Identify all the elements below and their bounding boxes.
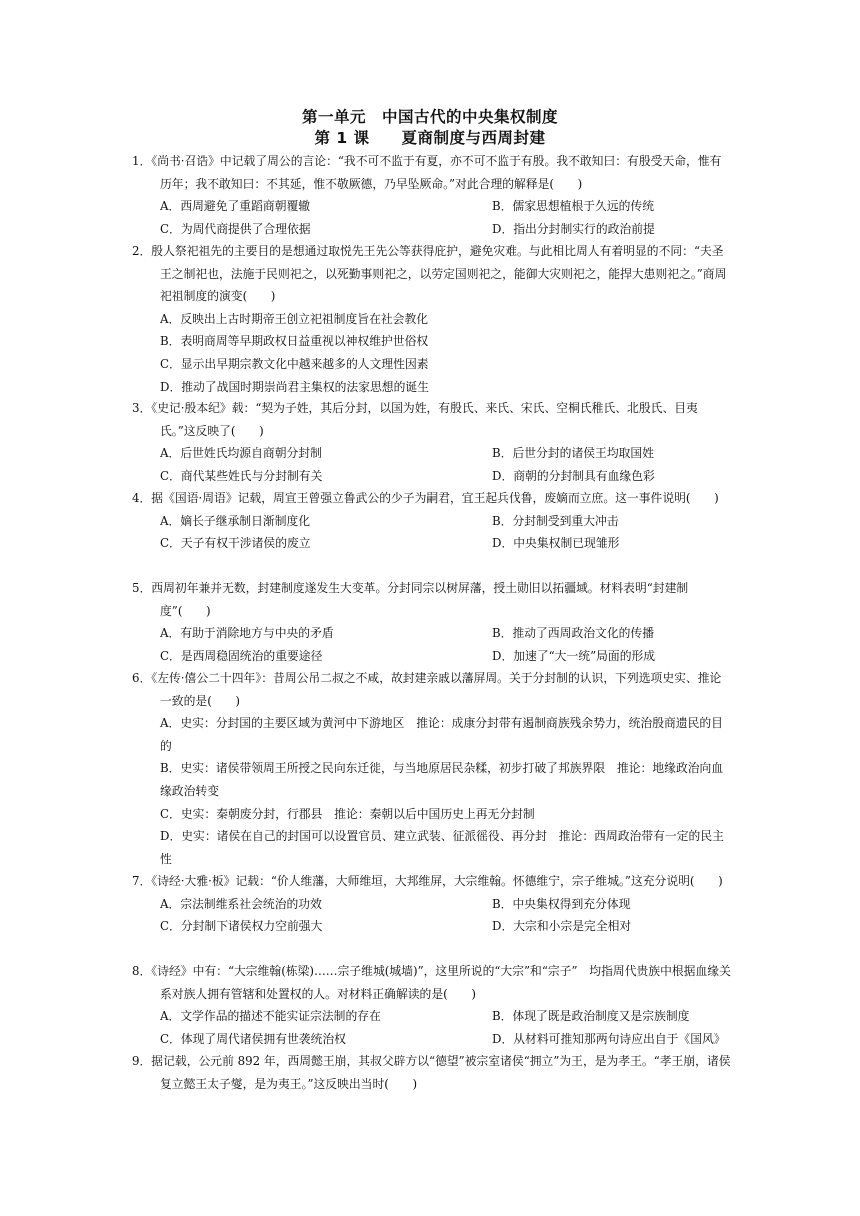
option-d: D．商朝的分封制具有血缘色彩 [492, 468, 655, 483]
option-a: A．嫡长子继承制日渐制度化 [160, 513, 311, 528]
question-stem: 9．据记载，公元前 892 年，西周懿王崩，其叔父辟方以“德望”被宗室诸侯“拥立”为王，是为孝王。“孝王崩，诸侯复立懿王太子燮，是为夷王。”这反映出当时( ) [132, 1054, 731, 1091]
option-c: C．商代某些姓氏与分封制有关 [160, 468, 323, 483]
option-d: D．史实：诸侯在自己的封国可以设置官员、建立武装、征派徭役、再分封 推论：西周政治带有一定的民主性 [160, 829, 724, 866]
question-stem: 2．殷人祭祀祖先的主要目的是想通过取悦先王先公等获得庇护，避免灾难。与此相比周人有着明显的不同：“夫圣王之制祀也，法施于民则祀之，以死勤事则祀之，以劳定国则祀之，能御大灾则祀之，能捍大患则祀之。”商周祀祖制度的演变( ) [132, 244, 727, 304]
option-c: C．显示出早期宗教文化中越来越多的人文理性因素 [160, 356, 429, 371]
option-a: A．西周避免了重蹈商朝覆辙 [160, 199, 311, 214]
option-d: D．中央集权制已现雏形 [492, 536, 620, 551]
question-stem: 7．《诗经·大雅·板》记载：“价人维藩，大师维垣，大邦维屏，大宗维翰。怀德维宁，宗子维城。”这充分说明( ) [132, 874, 723, 888]
option-a: A．反映出上古时期帝王创立祀祖制度旨在社会教化 [160, 311, 429, 326]
option-b: B．史实：诸侯带领周王所授之民向东迁徙，与当地原居民杂糅，初步打破了邦族界限 推论：地缘政治向血缘政治转变 [160, 761, 724, 798]
lesson-title: 第 1 课 夏商制度与西周封建 [314, 129, 546, 147]
option-a: A．史实：分封国的主要区域为黄河中下游地区 推论：成康分封带有遏制商族残余势力，统治殷商遗民的目的 [160, 716, 723, 753]
question-5 [132, 577, 732, 667]
option-b: B．中央集权得到充分体现 [492, 896, 631, 911]
option-d: D．从材料可推知那两句诗应出自于《国风》 [492, 1031, 726, 1046]
question-8 [132, 960, 732, 1050]
option-c: C．分封制下诸侯权力空前强大 [160, 919, 323, 934]
option-c: C．是西周稳固统治的重要途径 [160, 648, 323, 663]
question-stem: 6．《左传·僖公二十四年》：昔周公吊二叔之不咸，故封建亲戚以藩屏周。关于分封制的认识，下列选项史实、推论一致的是( ) [132, 671, 722, 708]
option-b: B．表明商周等早期政权日益重视以神权维护世俗权 [160, 334, 429, 349]
option-a: A．有助于消除地方与中央的矛盾 [160, 626, 334, 641]
option-b: B．推动了西周政治文化的传播 [492, 626, 655, 641]
question-9 [132, 1050, 732, 1095]
options [132, 195, 732, 240]
question-3 [132, 397, 732, 487]
option-d: D．指出分封制实行的政治前提 [492, 221, 655, 236]
option-c: C．为周代商提供了合理依据 [160, 221, 311, 236]
options [132, 1005, 732, 1050]
option-d: D．推动了战国时期崇尚君主集权的法家思想的诞生 [160, 379, 429, 394]
question-stem: 4．据《国语·周语》记载，周宣王曾强立鲁武公的少子为嗣君，宜王起兵伐鲁，废嫡而立庶。这一事件说明( ) [132, 491, 719, 505]
option-a: A．文学作品的描述不能实证宗法制的存在 [160, 1009, 381, 1024]
question-1 [132, 150, 732, 240]
option-c: C．史实：秦朝废分封，行郡县 推论：秦朝以后中国历史上再无分封制 [160, 806, 535, 821]
option-b: B．儒家思想植根于久远的传统 [492, 199, 655, 214]
question-stem: 8．《诗经》中有：“大宗维翰(栋梁)……宗子维城(城墙)”，这里所说的“大宗”和“宗子” 均指周代贵族中根据血缘关系对族人拥有管辖和处置权的人。对材料正确解读的是( ) [132, 964, 731, 1001]
question-7 [132, 870, 732, 938]
options [132, 712, 732, 870]
option-d: D．大宗和小宗是完全相对 [492, 919, 632, 934]
option-a: A．宗法制维系社会统治的功效 [160, 896, 322, 911]
question-6 [132, 667, 732, 870]
options [132, 308, 732, 398]
question-2 [132, 240, 732, 398]
question-stem: 3．《史记·殷本纪》载：“契为子姓，其后分封，以国为姓，有殷氏、来氏、宋氏、空桐氏稚氏、北殷氏、目夷氏。”这反映了( ) [132, 401, 698, 438]
question-stem: 5．西周初年兼并无数，封建制度遂发生大变革。分封同宗以树屏藩，授土勋旧以拓疆域。材料表明“封建制度”( ) [132, 581, 689, 618]
options [132, 893, 732, 938]
option-b: B．后世分封的诸侯王均取国姓 [492, 446, 655, 461]
options [132, 622, 732, 667]
option-b: B．体现了既是政治制度又是宗族制度 [492, 1009, 690, 1024]
option-d: D．加速了“大一统”局面的形成 [492, 648, 656, 663]
question-stem: 1．《尚书·召诰》中记载了周公的言论：“我不可不监于有夏，亦不可不监于有殷。我不敢知曰：有殷受天命，惟有历年；我不敢知曰：不其延，惟不敬厥德，乃早坠厥命。”对此合理的解释是( ) [132, 154, 722, 191]
option-b: B．分封制受到重大冲击 [492, 513, 619, 528]
options [132, 510, 732, 555]
option-c: C．体现了周代诸侯拥有世袭统治权 [160, 1031, 346, 1046]
question-4 [132, 487, 732, 555]
options [132, 442, 732, 487]
option-c: C．天子有权干涉诸侯的废立 [160, 536, 311, 551]
option-a: A．后世姓氏均源自商朝分封制 [160, 446, 322, 461]
unit-title: 第一单元 中国古代的中央集权制度 [301, 108, 558, 126]
